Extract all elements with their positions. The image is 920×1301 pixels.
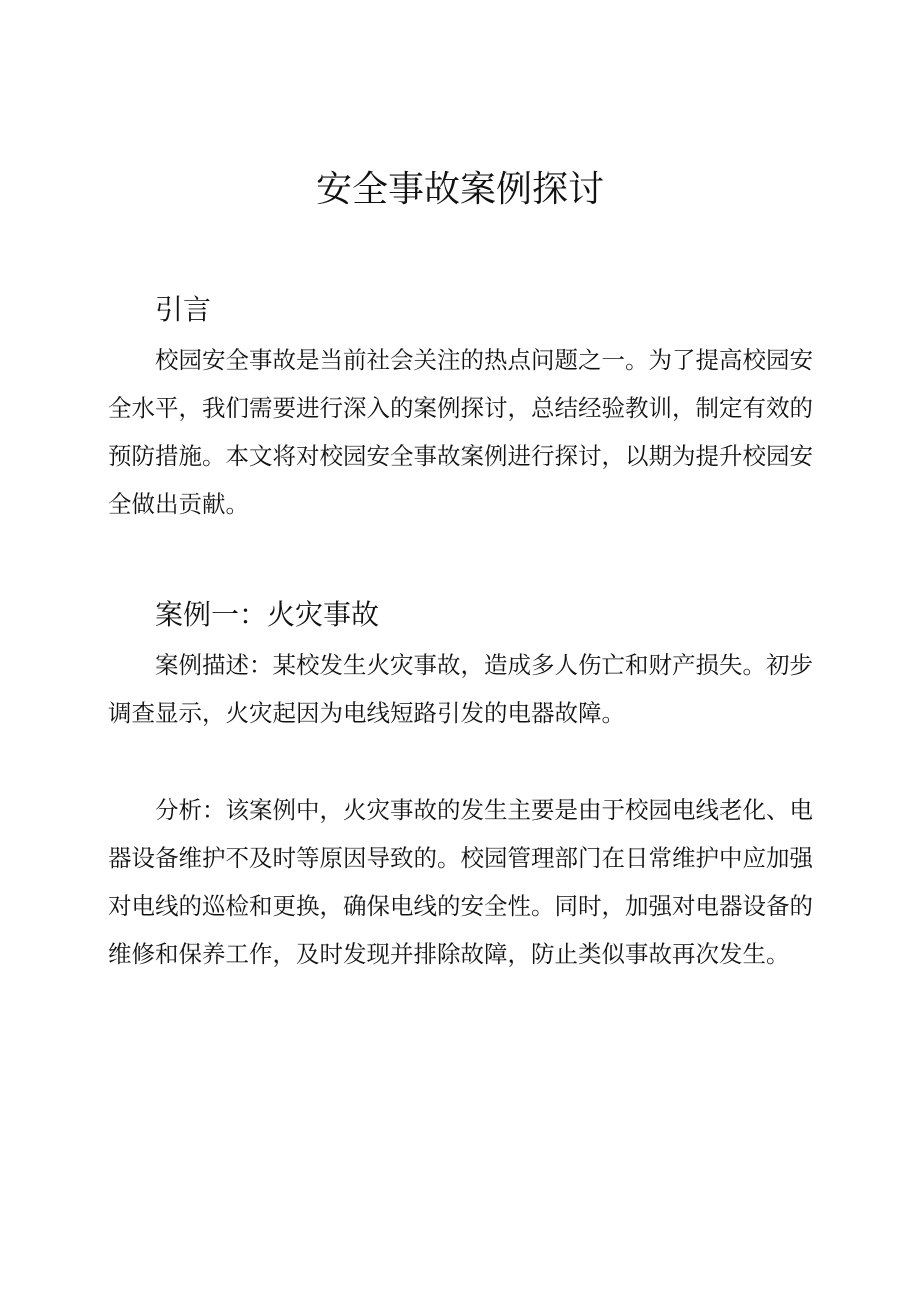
paragraph-line: 预防措施。本文将对校园安全事故案例进行探讨，以期为提升校园安: [108, 442, 813, 470]
paragraph-line: 案例描述：某校发生火灾事故，造成多人伤亡和财产损失。初步: [155, 651, 813, 679]
paragraph-line: 器设备维护不及时等原因导致的。校园管理部门在日常维护中应加强: [108, 844, 813, 872]
document-title: 安全事故案例探讨: [315, 169, 604, 210]
section-heading-case-one: 案例一：火灾事故: [155, 598, 380, 631]
paragraph-line: 全做出贡献。: [108, 490, 249, 518]
paragraph-line: 对电线的巡检和更换，确保电线的安全性。同时，加强对电器设备的: [108, 892, 813, 920]
paragraph-line: 调查显示，火灾起因为电线短路引发的电器故障。: [108, 699, 625, 727]
paragraph-line: 全水平，我们需要进行深入的案例探讨，总结经验教训，制定有效的: [108, 394, 813, 422]
paragraph-line: 分析：该案例中，火灾事故的发生主要是由于校园电线老化、电: [155, 796, 813, 824]
section-heading-intro: 引言: [155, 293, 212, 326]
paragraph-line: 维修和保养工作，及时发现并排除故障，防止类似事故再次发生。: [108, 940, 790, 968]
paragraph-line: 校园安全事故是当前社会关注的热点问题之一。为了提高校园安: [155, 346, 813, 374]
